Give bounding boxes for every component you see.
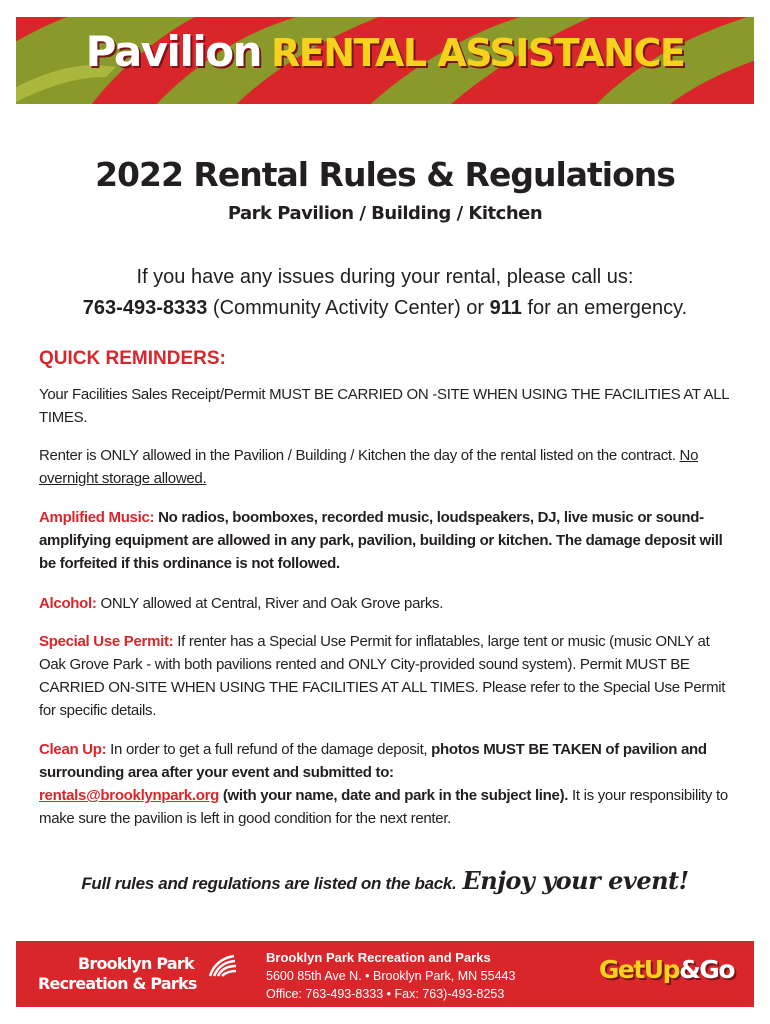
renter-text: Renter is ONLY allowed in the Pavilion / Building / Kitchen the day of the rental listed on the contract.: [39, 447, 680, 464]
emergency-number: 911: [489, 297, 522, 319]
cleanup-bold-1: photos MUST BE TAKEN of pavilion and surrounding area after your event and submitted to:: [39, 741, 707, 781]
getup-text: GetUp: [598, 955, 679, 984]
enjoy-your-event: Enjoy your event!: [462, 866, 689, 895]
alcohol-label: Alcohol:: [39, 595, 97, 612]
music-text: No radios, boomboxes, recorded music, loudspeakers, DJ, live music or sound-amplifying equipment are allowed in any park, pavilion, building or kitchen. The damage deposit will be forfeited if this ordinance is not followed.: [39, 509, 723, 572]
contact-line-2: [0, 293, 770, 324]
emergency-note: for an emergency.: [521, 297, 688, 319]
contact-block: [0, 262, 770, 324]
reminder-renter: [39, 444, 739, 490]
header-banner: [16, 17, 754, 104]
and-go-text: &Go: [679, 955, 734, 984]
reminder-receipt: Your Facilities Sales Receipt/Permit MUST BE CARRIED ON -SITE WHEN USING THE FACILITIES AT ALL TIMES.: [39, 386, 729, 426]
no-overnight-storage: No overnight storage allowed.: [39, 447, 699, 487]
footer-address: 5600 85th Ave N. • Brooklyn Park, MN 55443: [266, 969, 516, 983]
permit-label: Special Use Permit:: [39, 633, 174, 650]
footer-phones: Office: 763-493-8333 • Fax: 763)-493-8253: [266, 987, 505, 1001]
reminder-special-use-permit: [39, 630, 739, 722]
email-link[interactable]: rentals@brooklynpark.org: [39, 787, 219, 804]
footer-address-block: [266, 949, 515, 1003]
footer-bar: [16, 941, 754, 1007]
brooklyn-park-logo: [38, 954, 197, 994]
page-subtitle: Park Pavilion / Building / Kitchen: [227, 203, 543, 224]
full-rules-note: Full rules and regulations are listed on the back.: [81, 874, 457, 893]
getup-and-go-logo: [599, 955, 734, 984]
phone-note: (Community Activity Center) or: [207, 297, 490, 319]
page-title: 2022 Rental Rules & Regulations: [95, 155, 675, 194]
footer-org-name: Brooklyn Park Recreation and Parks: [266, 950, 491, 965]
permit-text: If renter has a Special Use Permit for inflatables, large tent or music (music ONLY at Oak Grove Park - with both pavilions rented and ONLY City-provided sound system). Permit MUST BE CARRIED ON-SITE WHEN USING THE FACILITIES AT ALL TIMES. Please refer to the Special Use Permit for specific details.: [39, 633, 726, 719]
banner-title: [16, 27, 754, 76]
music-label: Amplified Music:: [39, 509, 155, 526]
alcohol-text: ONLY allowed at Central, River and Oak Grove parks.: [96, 595, 444, 612]
cleanup-bold-2: (with your name, date and park in the subject line).: [218, 787, 569, 804]
banner-word-pavilion: Pavilion: [85, 27, 261, 76]
cleanup-label: Clean Up:: [39, 741, 107, 758]
wave-icon: [208, 952, 238, 978]
reminders-heading: QUICK REMINDERS:: [39, 348, 226, 369]
reminder-amplified-music: [39, 506, 739, 575]
reminder-clean-up: [39, 738, 739, 830]
logo-line-2: Recreation & Parks: [38, 974, 197, 993]
banner-word-rental-assistance: RENTAL ASSISTANCE: [271, 31, 685, 75]
cleanup-text-1: In order to get a full refund of the damage deposit,: [106, 741, 432, 758]
contact-line-1: If you have any issues during your rental, please call us:: [136, 266, 634, 288]
cleanup-text-2: It is your responsibility to make sure the pavilion is left in good condition for the next renter.: [39, 787, 728, 827]
phone-number: 763-493-8333: [82, 297, 208, 319]
logo-line-1: Brooklyn Park: [78, 954, 194, 973]
closing-line: [0, 866, 770, 895]
reminder-alcohol: [39, 592, 739, 615]
